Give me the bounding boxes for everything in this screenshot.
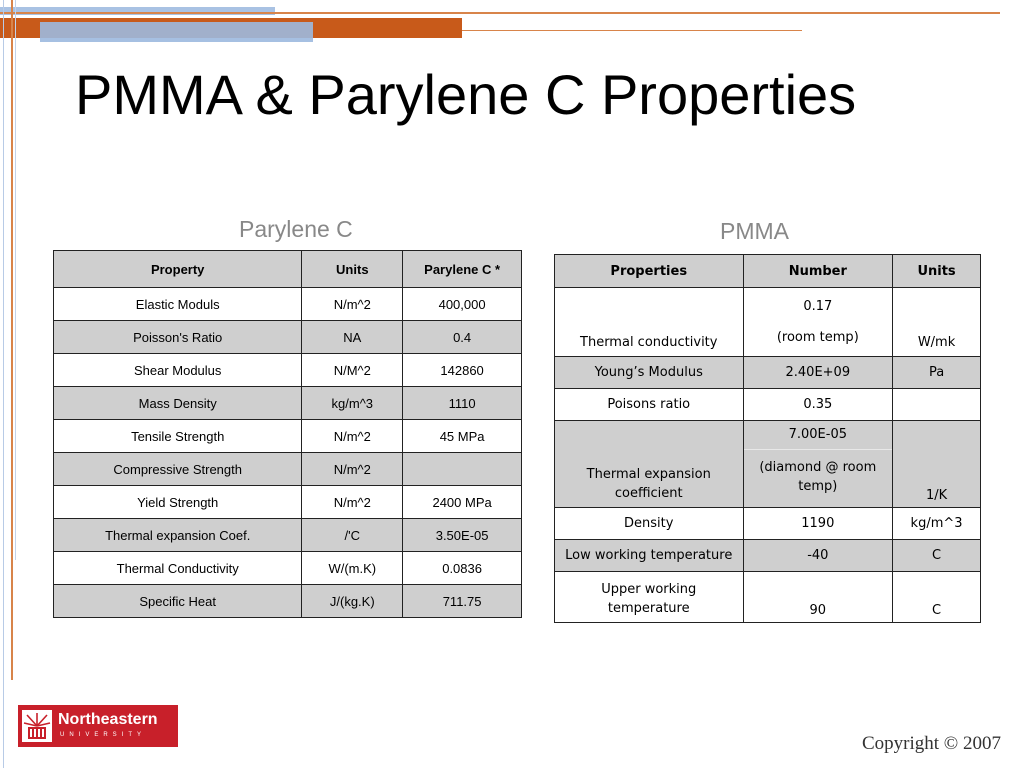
table-row	[555, 357, 981, 389]
table-row	[54, 288, 522, 321]
decor-line-vertical-blue-2	[15, 0, 16, 560]
units-cell: /'C	[302, 519, 403, 552]
table-row	[555, 508, 981, 540]
property-cell	[555, 572, 744, 623]
value-cell: 711.75	[403, 585, 522, 618]
property-cell: Shear Modulus	[54, 354, 302, 387]
value-cell: 45 MPa	[403, 420, 522, 453]
units-cell	[893, 572, 981, 623]
column-header: Units	[302, 251, 403, 288]
decor-bar-blue-mid	[40, 22, 313, 42]
parylene-caption: Parylene C	[239, 216, 353, 242]
property-cell: Thermal expansion Coef.	[54, 519, 302, 552]
value-cell: 3.50E-05	[403, 519, 522, 552]
property-cell	[555, 288, 744, 357]
property-cell: Elastic Moduls	[54, 288, 302, 321]
pmma-caption: PMMA	[720, 218, 789, 244]
units-label: C	[932, 603, 942, 618]
property-cell: Poisons ratio	[555, 389, 744, 421]
property-cell: Mass Density	[54, 387, 302, 420]
units-cell	[893, 421, 981, 508]
page-title: PMMA & Parylene C Properties	[75, 63, 857, 126]
table-header-row	[54, 251, 522, 288]
value-text: 7.00E-05	[744, 421, 893, 450]
units-label: W/mk	[917, 335, 956, 350]
value-cell	[743, 421, 893, 508]
table-row	[54, 519, 522, 552]
note-text: (room temp)	[776, 330, 859, 345]
table-row	[555, 288, 981, 357]
property-cell: Low working temperature	[555, 540, 744, 572]
units-label: 1/K	[925, 488, 948, 503]
value-cell: 400,000	[403, 288, 522, 321]
decor-line-vertical-blue	[3, 0, 4, 768]
value-cell: 1110	[403, 387, 522, 420]
parylene-table	[53, 250, 522, 618]
note-line: (diamond @ room	[759, 460, 877, 475]
decor-line-orange-thin	[462, 30, 802, 31]
table-row	[555, 421, 981, 508]
table-row	[54, 387, 522, 420]
value-text: 0.17	[803, 299, 833, 314]
value-cell	[403, 453, 522, 486]
decor-line-orange-long	[0, 12, 1000, 14]
table-row	[54, 585, 522, 618]
property-cell: Yield Strength	[54, 486, 302, 519]
university-seal-icon	[22, 710, 52, 742]
units-cell: J/(kg.K)	[302, 585, 403, 618]
value-text: 90	[809, 603, 827, 618]
column-header: Units	[893, 255, 981, 288]
units-cell: Pa	[893, 357, 981, 389]
table-row	[54, 354, 522, 387]
value-cell: 2400 MPa	[403, 486, 522, 519]
value-cell: 142860	[403, 354, 522, 387]
value-cell: 1190	[743, 508, 893, 540]
table-row	[555, 572, 981, 623]
northeastern-logo	[18, 705, 178, 747]
units-cell: NA	[302, 321, 403, 354]
units-cell: C	[893, 540, 981, 572]
property-cell	[555, 421, 744, 508]
column-header: Parylene C *	[403, 251, 522, 288]
units-cell: N/m^2	[302, 453, 403, 486]
table-row	[555, 540, 981, 572]
decor-line-vertical-orange	[11, 0, 13, 680]
logo-subtitle: UNIVERSITY	[60, 732, 147, 738]
column-header: Property	[54, 251, 302, 288]
units-cell: N/M^2	[302, 354, 403, 387]
copyright-text: Copyright © 2007	[862, 733, 1001, 754]
column-header: Number	[743, 255, 893, 288]
table-row	[54, 453, 522, 486]
value-cell: -40	[743, 540, 893, 572]
property-cell: Poisson's Ratio	[54, 321, 302, 354]
property-cell: Density	[555, 508, 744, 540]
property-line: Upper working	[601, 582, 697, 597]
units-cell: kg/m^3	[302, 387, 403, 420]
value-cell	[743, 572, 893, 623]
value-cell	[743, 288, 893, 357]
value-cell: 0.35	[743, 389, 893, 421]
property-cell: Tensile Strength	[54, 420, 302, 453]
table-header-row	[555, 255, 981, 288]
property-cell: Compressive Strength	[54, 453, 302, 486]
units-cell	[893, 288, 981, 357]
column-header: Properties	[555, 255, 744, 288]
units-cell: kg/m^3	[893, 508, 981, 540]
property-line: coefficient	[614, 486, 683, 501]
value-cell: 0.0836	[403, 552, 522, 585]
value-cell: 2.40E+09	[743, 357, 893, 389]
value-cell: 0.4	[403, 321, 522, 354]
table-row	[54, 552, 522, 585]
note-line: temp)	[798, 479, 838, 494]
table-row	[54, 321, 522, 354]
units-cell: W/(m.K)	[302, 552, 403, 585]
units-cell: N/m^2	[302, 486, 403, 519]
table-row	[54, 486, 522, 519]
property-line: Thermal expansion	[586, 467, 711, 482]
table-row	[555, 389, 981, 421]
units-cell: N/m^2	[302, 288, 403, 321]
property-cell: Specific Heat	[54, 585, 302, 618]
property-cell: Young’s Modulus	[555, 357, 744, 389]
logo-name: Northeastern	[58, 711, 158, 728]
property-line: temperature	[607, 601, 690, 616]
property-label: Thermal conductivity	[580, 335, 718, 350]
table-row	[54, 420, 522, 453]
property-cell: Thermal Conductivity	[54, 552, 302, 585]
units-cell: N/m^2	[302, 420, 403, 453]
pmma-table	[554, 254, 981, 623]
units-cell	[893, 389, 981, 421]
